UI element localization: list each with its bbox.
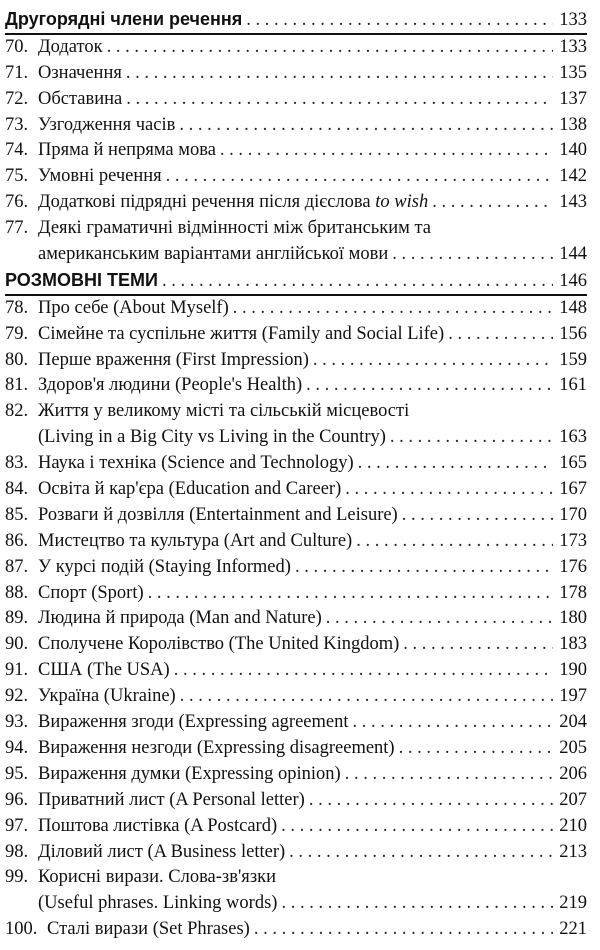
entry-page-number: 213 [559, 841, 587, 862]
entry-title [38, 788, 305, 814]
entry-title [38, 814, 277, 840]
toc-entry[interactable] [5, 451, 587, 477]
entry-title [38, 348, 309, 374]
entry-number: 71. [5, 62, 29, 83]
entry-number: 96. [5, 789, 29, 810]
entry-title [38, 87, 122, 113]
entry-number: 99. [5, 867, 29, 888]
entry-number: 85. [5, 504, 29, 525]
entry-number: 97. [5, 815, 29, 836]
dot-leader [306, 373, 553, 399]
dot-leader [281, 891, 553, 917]
entry-number: 79. [5, 323, 29, 344]
entry-title-text: Сімейне та суспільне життя (Family and Social Life) [38, 323, 445, 344]
entry-page-number: 170 [559, 504, 587, 525]
toc-entry[interactable] [5, 710, 587, 736]
toc-entry-line [5, 581, 587, 607]
toc-entry-line [5, 788, 587, 814]
dot-leader [309, 788, 553, 814]
entry-title-text: Узгодження часів [38, 114, 176, 135]
entry-page-number: 167 [559, 479, 587, 500]
entry-page-number: 144 [559, 244, 587, 265]
toc-entry-line [5, 814, 587, 840]
entry-title-text: Означення [38, 62, 122, 83]
dot-leader [358, 451, 553, 477]
entry-title [38, 658, 170, 684]
toc-entry[interactable] [5, 296, 587, 322]
entry-number: 72. [5, 88, 29, 109]
dot-leader [126, 61, 553, 87]
toc-entry[interactable] [5, 840, 587, 866]
entry-title [38, 736, 395, 762]
entry-title [38, 477, 341, 503]
entry-number: 86. [5, 530, 29, 551]
entry-title [38, 503, 398, 529]
toc-entry[interactable] [5, 87, 587, 113]
toc-entry[interactable] [5, 348, 587, 374]
entry-page-number: 142 [559, 166, 587, 187]
entry-title [38, 164, 162, 190]
toc-entry-line [5, 138, 587, 164]
toc-entry-line [5, 606, 587, 632]
entry-title [38, 61, 122, 87]
entry-title-text: Спорт (Sport) [38, 582, 144, 603]
toc-entry-line [5, 113, 587, 139]
entry-page-number: 207 [559, 789, 587, 810]
toc-entry-line [5, 296, 587, 322]
section-heading-line [5, 268, 587, 294]
toc-entry[interactable] [5, 373, 587, 399]
dot-leader [107, 35, 553, 61]
entry-number: 81. [5, 375, 29, 396]
entry-title-text: Мистецтво та культура (Art and Culture) [38, 530, 353, 551]
toc-entry[interactable] [5, 762, 587, 788]
table-of-contents [5, 7, 587, 943]
entry-title-text: Розваги й дозвілля (Entertainment and Leisure) [38, 504, 398, 525]
toc-entry[interactable] [5, 190, 587, 216]
entry-title [38, 529, 352, 555]
entry-number: 75. [5, 166, 29, 187]
toc-entry[interactable] [5, 814, 587, 840]
toc-entry[interactable] [5, 138, 587, 164]
toc-entry-line [5, 529, 587, 555]
entry-page-number: 210 [559, 815, 587, 836]
entry-page-number: 159 [559, 349, 587, 370]
toc-entry-line [5, 865, 587, 891]
entry-title [38, 762, 341, 788]
entry-page-number: 138 [559, 114, 587, 135]
entry-page-number: 178 [559, 582, 587, 603]
entry-title-text: Життя у великому місті та сільській місцевості [38, 401, 410, 422]
toc-entry[interactable] [5, 684, 587, 710]
dot-leader [392, 242, 553, 268]
entry-title [38, 840, 285, 866]
entry-title-text: Діловий лист (A Business letter) [38, 841, 286, 862]
dot-leader [432, 190, 553, 216]
section-page-number: 146 [559, 270, 587, 291]
entry-page-number: 205 [559, 737, 587, 758]
dot-leader [345, 477, 553, 503]
entry-title [38, 399, 409, 425]
entry-number: 83. [5, 453, 29, 474]
toc-entry-line [5, 87, 587, 113]
toc-entry[interactable] [5, 632, 587, 658]
entry-title-text: Умовні речення [38, 166, 162, 187]
section-heading[interactable] [5, 268, 587, 296]
entry-title-text: Перше враження (First Impression) [38, 349, 309, 370]
toc-entry[interactable] [5, 658, 587, 684]
entry-title [38, 451, 354, 477]
toc-entry-line [5, 503, 587, 529]
toc-entry[interactable] [5, 61, 587, 87]
toc-entry[interactable] [5, 322, 587, 348]
entry-title-text: Деякі граматичні відмінності між британським та [38, 218, 431, 239]
dot-leader [148, 581, 553, 607]
dot-leader [345, 762, 553, 788]
entry-title-text: Наука і техніка (Science and Technology) [38, 453, 354, 474]
toc-entry-continuation [5, 242, 587, 268]
entry-title-text: Україна (Ukraine) [38, 686, 176, 707]
entry-number: 76. [5, 192, 29, 213]
entry-number: 93. [5, 712, 29, 733]
section-heading-line [5, 7, 587, 33]
entry-title [38, 113, 175, 139]
entry-title [38, 216, 431, 242]
dot-leader [220, 138, 553, 164]
entry-title [38, 190, 428, 216]
entry-title [38, 684, 176, 710]
entry-number: 73. [5, 114, 29, 135]
section-heading[interactable] [5, 7, 587, 35]
entry-title-text: Приватний лист (A Personal letter) [38, 789, 305, 810]
entry-title-text: Про себе (About Myself) [38, 297, 229, 318]
entry-title-continued: (Useful phrases. Linking words) [38, 893, 278, 914]
entry-page-number: 137 [559, 88, 587, 109]
section-title: Другорядні члени речення [5, 9, 243, 29]
entry-page-number: 219 [559, 893, 587, 914]
dot-leader [126, 87, 553, 113]
toc-entry-line [5, 190, 587, 216]
dot-leader [174, 658, 553, 684]
entry-title-text: Сполучене Королівство (The United Kingdom) [38, 634, 400, 655]
toc-entry-line [5, 736, 587, 762]
toc-entry[interactable] [5, 581, 587, 607]
entry-page-number: 204 [559, 712, 587, 733]
entry-page-number: 156 [559, 323, 587, 344]
toc-entry-line [5, 555, 587, 581]
entry-title [38, 138, 216, 164]
entry-page-number: 140 [559, 140, 587, 161]
entry-title [38, 606, 322, 632]
toc-entry-line [5, 216, 587, 242]
dot-leader [254, 917, 553, 943]
entry-page-number: 183 [559, 634, 587, 655]
entry-title-text: Пряма й непряма мова [38, 140, 216, 161]
dot-leader [403, 632, 553, 658]
entry-page-number: 221 [559, 919, 587, 940]
toc-entry-line [5, 451, 587, 477]
entry-title-text: Здоров'я людини (People's Health) [38, 375, 303, 396]
entry-title [38, 555, 291, 581]
entry-number: 90. [5, 634, 29, 655]
entry-title-text: Додаток [38, 36, 103, 57]
entry-title-text: Поштова листівка (A Postcard) [38, 815, 278, 836]
toc-entry-continuation [5, 891, 587, 917]
toc-entry[interactable] [5, 788, 587, 814]
entry-title-text: Додаткові підрядні речення після дієслова [38, 192, 376, 213]
toc-entry-line [5, 164, 587, 190]
toc-entry-continuation [5, 425, 587, 451]
toc-entry[interactable] [5, 917, 587, 943]
entry-number: 89. [5, 608, 29, 629]
entry-number: 88. [5, 582, 29, 603]
entry-page-number: 180 [559, 608, 587, 629]
section-title: РОЗМОВНІ ТЕМИ [5, 269, 158, 290]
entry-title-text: Людина й природа (Man and Nature) [38, 608, 322, 629]
dot-leader [313, 348, 553, 374]
dot-leader [402, 503, 553, 529]
toc-entry[interactable] [5, 399, 587, 451]
entry-page-number: 176 [559, 556, 587, 577]
toc-entry[interactable] [5, 216, 587, 268]
entry-title [38, 373, 302, 399]
toc-entry[interactable] [5, 865, 587, 917]
entry-number: 91. [5, 660, 29, 681]
entry-page-number: 148 [559, 297, 587, 318]
entry-title-text: Корисні вирази. Слова-зв'язки [38, 867, 277, 888]
toc-entry[interactable] [5, 477, 587, 503]
toc-entry-line [5, 710, 587, 736]
entry-page-number: 161 [559, 375, 587, 396]
toc-entry-line [5, 35, 587, 61]
entry-title [38, 581, 144, 607]
entry-title-continued: (Living in a Big City vs Living in the Country) [38, 427, 386, 448]
entry-title-italic: to wish [375, 192, 429, 213]
toc-entry[interactable] [5, 529, 587, 555]
entry-title-text: Вираження думки (Expressing opinion) [38, 763, 341, 784]
entry-number: 77. [5, 218, 29, 239]
entry-title-text: Вираження згоди (Expressing agreement [38, 712, 349, 733]
toc-entry[interactable] [5, 606, 587, 632]
entry-title [38, 296, 229, 322]
dot-leader [356, 529, 553, 555]
dot-leader [326, 606, 553, 632]
dot-leader [246, 8, 553, 34]
toc-entry-line [5, 477, 587, 503]
entry-page-number: 163 [559, 427, 587, 448]
toc-entry-line [5, 840, 587, 866]
entry-number: 82. [5, 401, 29, 422]
entry-title-continued: американським варіантами англійської мови [38, 244, 389, 265]
entry-number: 95. [5, 763, 29, 784]
entry-title-text: Вираження незгоди (Expressing disagreement) [38, 737, 395, 758]
toc-entry-line [5, 684, 587, 710]
dot-leader [162, 269, 553, 295]
toc-entry-line [5, 658, 587, 684]
dot-leader [353, 710, 553, 736]
toc-entry-line [5, 399, 587, 425]
entry-page-number: 135 [559, 62, 587, 83]
entry-title-text: США (The USA) [38, 660, 170, 681]
toc-entry-line [5, 322, 587, 348]
dot-leader [289, 840, 553, 866]
entry-number: 98. [5, 841, 29, 862]
entry-title-text: У курсі подій (Staying Informed) [38, 556, 291, 577]
dot-leader [180, 684, 553, 710]
toc-entry[interactable] [5, 503, 587, 529]
toc-entry-line [5, 632, 587, 658]
entry-title [38, 710, 349, 736]
dot-leader [448, 322, 553, 348]
entry-number: 80. [5, 349, 29, 370]
entry-page-number: 143 [559, 192, 587, 213]
toc-entry-line [5, 917, 587, 943]
dot-leader [281, 814, 553, 840]
dot-leader [179, 113, 553, 139]
entry-page-number: 165 [559, 453, 587, 474]
dot-leader [233, 296, 553, 322]
dot-leader [295, 555, 553, 581]
entry-title-text: Освіта й кар'єра (Education and Career) [38, 479, 342, 500]
dot-leader [399, 736, 553, 762]
dot-leader [166, 164, 553, 190]
toc-entry[interactable] [5, 113, 587, 139]
toc-entry-line [5, 348, 587, 374]
toc-entry[interactable] [5, 35, 587, 61]
entry-title-text: Обставина [38, 88, 123, 109]
entry-title [38, 632, 399, 658]
entry-number: 87. [5, 556, 29, 577]
entry-title [47, 917, 250, 943]
entry-number: 92. [5, 686, 29, 707]
entry-title-text: Сталі вирази (Set Phrases) [47, 919, 250, 940]
entry-number: 70. [5, 36, 29, 57]
entry-page-number: 197 [559, 686, 587, 707]
section-page-number: 133 [559, 10, 587, 30]
entry-number: 78. [5, 297, 29, 318]
entry-page-number: 190 [559, 660, 587, 681]
entry-title [38, 322, 444, 348]
toc-entry[interactable] [5, 555, 587, 581]
entry-number: 74. [5, 140, 29, 161]
toc-entry-line [5, 61, 587, 87]
entry-number: 84. [5, 479, 29, 500]
dot-leader [390, 425, 553, 451]
toc-entry-line [5, 373, 587, 399]
entry-title [38, 35, 103, 61]
toc-entry[interactable] [5, 164, 587, 190]
entry-number: 100. [5, 919, 38, 940]
entry-page-number: 206 [559, 763, 587, 784]
entry-number: 94. [5, 737, 29, 758]
entry-page-number: 173 [559, 530, 587, 551]
toc-entry[interactable] [5, 736, 587, 762]
entry-page-number: 133 [559, 36, 587, 57]
entry-title [38, 865, 276, 891]
toc-entry-line [5, 762, 587, 788]
